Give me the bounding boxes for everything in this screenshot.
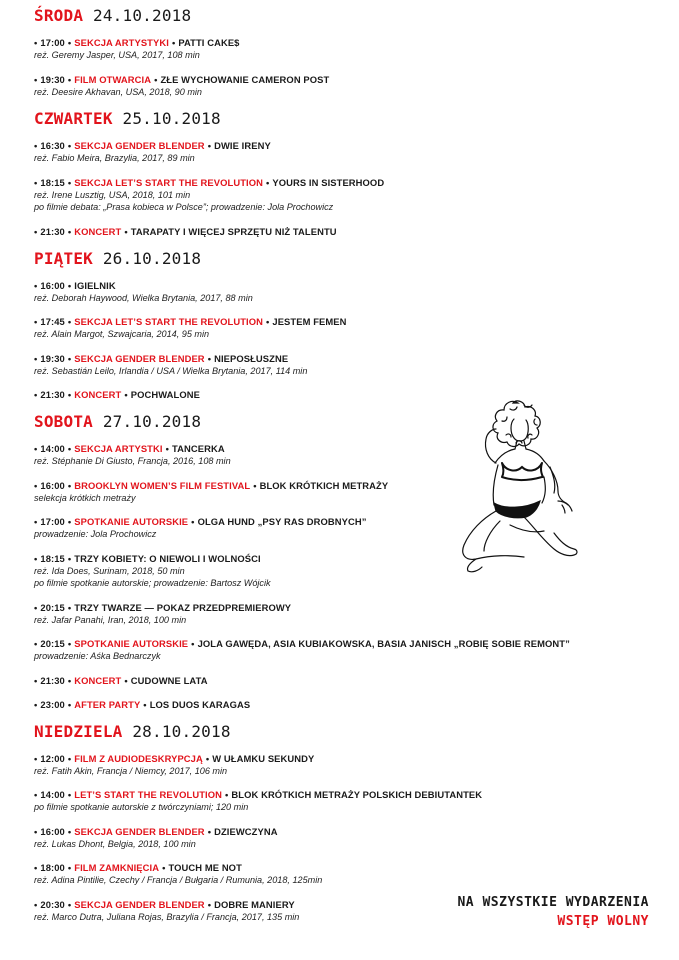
event-title: TOUCH ME NOT <box>168 862 242 873</box>
event-details: prowadzenie: Aśka Bednarczyk <box>34 651 161 661</box>
event-category: FILM Z AUDIODESKRYPCJĄ <box>74 752 203 764</box>
event-time: 12:00 <box>40 752 65 764</box>
bullet: • <box>207 352 212 364</box>
bullet: • <box>207 140 212 151</box>
event-category: SEKCJA ARTYSTKI <box>74 443 163 454</box>
footer-line-1: NA WSZYSTKIE WYDARZENIA <box>457 895 649 910</box>
event-details: prowadzenie: Jola Prochowicz <box>34 529 157 539</box>
bullet: • <box>34 638 38 649</box>
bullet: • <box>34 225 38 237</box>
event-title: NIEPOSŁUSZNE <box>214 352 289 364</box>
event-title: ZŁE WYCHOWANIE CAMERON POST <box>160 73 330 85</box>
event-item <box>34 825 634 851</box>
day-section <box>34 249 634 402</box>
event-category: FILM ZAMKNIĘCIA <box>74 862 160 873</box>
bullet: • <box>34 140 38 151</box>
bullet: • <box>34 698 38 710</box>
event-time: 20:15 <box>40 638 65 649</box>
day-name: CZWARTEK <box>34 109 113 128</box>
event-title: TANCERKA <box>171 443 225 454</box>
bullet: • <box>34 279 38 291</box>
bullet: • <box>67 225 72 237</box>
event-category: SEKCJA LET’S START THE REVOLUTION <box>74 176 263 188</box>
event-title: W UŁAMKU SEKUNDY <box>212 752 315 764</box>
event-title: CUDOWNE LATA <box>130 674 208 686</box>
bullet: • <box>67 279 72 291</box>
bullet: • <box>67 674 72 686</box>
bullet: • <box>124 225 128 237</box>
event-category: SEKCJA GENDER BLENDER <box>74 825 205 837</box>
bullet: • <box>34 316 38 327</box>
event-headline <box>34 352 634 365</box>
event-title: PATTI CAKE$ <box>178 37 240 48</box>
event-category: SEKCJA ARTYSTYKI <box>74 37 169 48</box>
event-category: KONCERT <box>74 674 122 686</box>
day-header <box>34 722 634 742</box>
event-headline <box>34 36 634 49</box>
bullet: • <box>34 389 38 400</box>
event-headline <box>34 861 634 874</box>
event-time: 14:00 <box>40 789 65 800</box>
event-details: reż. Adina Pintilie, Czechy / Francja / Bułgaria / Rumunia, 2018, 125min <box>34 875 323 885</box>
bullet: • <box>253 479 257 491</box>
bullet: • <box>207 825 212 837</box>
event-time: 16:00 <box>40 479 65 491</box>
bullet: • <box>67 73 72 85</box>
bullet: • <box>162 862 166 873</box>
bullet: • <box>34 352 38 364</box>
day-name: NIEDZIELA <box>34 721 123 741</box>
event-item <box>34 225 634 238</box>
event-title: YOURS IN SISTERHOOD <box>272 176 385 188</box>
bullet: • <box>67 552 72 564</box>
event-item <box>34 861 634 887</box>
event-item <box>34 36 634 62</box>
bullet: • <box>34 73 38 85</box>
bullet: • <box>67 898 72 910</box>
event-time: 18:15 <box>40 176 65 188</box>
event-title: BLOK KRÓTKICH METRAŻY <box>259 479 389 491</box>
event-details: po filmie debata: „Prasa kobieca w Polsce”; prowadzenie: Jola Prochowicz <box>34 202 334 212</box>
bullet: • <box>191 516 195 527</box>
event-title: JESTEM FEMEN <box>272 316 347 327</box>
event-category: SEKCJA GENDER BLENDER <box>74 140 205 151</box>
bullet: • <box>266 316 270 327</box>
bullet: • <box>67 516 72 527</box>
event-title: DOBRE MANIERY <box>214 898 295 910</box>
bullet: • <box>67 638 72 649</box>
event-details: selekcja krótkich metraży <box>34 492 136 503</box>
event-time: 19:30 <box>40 73 65 85</box>
bullet: • <box>124 389 128 400</box>
event-title: OLGA HUND „PSY RAS DROBNYCH” <box>197 516 367 527</box>
event-category: LET’S START THE REVOLUTION <box>74 789 223 800</box>
event-category: SEKCJA GENDER BLENDER <box>74 898 205 910</box>
event-details: po filmie spotkanie autorskie z twórczyniami; 120 min <box>34 802 249 812</box>
bullet: • <box>225 789 229 800</box>
day-date: 24.10.2018 <box>93 6 192 25</box>
event-headline <box>34 139 634 152</box>
event-time: 17:45 <box>40 316 65 327</box>
event-category: SEKCJA LET’S START THE REVOLUTION <box>74 316 263 327</box>
event-time: 21:30 <box>40 389 65 400</box>
event-category: SEKCJA GENDER BLENDER <box>74 352 205 364</box>
event-title: DZIEWCZYNA <box>214 825 278 837</box>
event-time: 21:30 <box>40 225 65 237</box>
event-title: LOS DUOS KARAGAS <box>149 698 251 710</box>
day-header <box>34 6 634 26</box>
bullet: • <box>124 674 128 686</box>
bullet: • <box>34 37 38 48</box>
bullet: • <box>143 698 147 710</box>
event-headline <box>34 674 634 687</box>
event-details: reż. Deesire Akhavan, USA, 2018, 90 min <box>34 86 202 97</box>
event-title: DWIE IRENY <box>214 140 271 151</box>
event-category: FILM OTWARCIA <box>74 73 152 85</box>
event-headline <box>34 825 634 838</box>
bullet: • <box>34 862 38 873</box>
bullet: • <box>34 176 38 188</box>
bullet: • <box>205 752 210 764</box>
event-time: 14:00 <box>40 443 65 454</box>
event-details: reż. Deborah Haywood, Wielka Brytania, 2017, 88 min <box>34 292 253 303</box>
event-item <box>34 788 634 814</box>
event-category: KONCERT <box>74 389 122 400</box>
event-time: 23:00 <box>40 698 65 710</box>
event-details: reż. Fatih Akin, Francja / Niemcy, 2017, 106 min <box>34 765 228 776</box>
event-time: 19:30 <box>40 352 65 364</box>
bullet: • <box>34 898 38 910</box>
day-header <box>34 249 634 269</box>
event-headline <box>34 225 634 238</box>
bullet: • <box>67 862 72 873</box>
event-time: 20:30 <box>40 898 65 910</box>
day-date: 28.10.2018 <box>132 721 231 741</box>
event-item <box>34 752 634 778</box>
event-headline <box>34 176 634 189</box>
bullet: • <box>34 825 38 837</box>
footer-line-2: WSTĘP WOLNY <box>557 914 649 929</box>
event-item <box>34 352 634 378</box>
event-title: TRZY TWARZE — POKAZ PRZEDPREMIEROWY <box>74 601 292 613</box>
event-details: reż. Sebastián Leilo, Irlandia / USA / Wielka Brytania, 2017, 114 min <box>34 365 308 376</box>
bullet: • <box>34 552 38 564</box>
bullet: • <box>67 443 72 454</box>
event-category: SPOTKANIE AUTORSKIE <box>74 638 189 649</box>
event-item <box>34 279 634 305</box>
event-headline <box>34 315 634 328</box>
bullet: • <box>165 443 169 454</box>
bullet: • <box>67 352 72 364</box>
bullet: • <box>34 443 38 454</box>
day-name: ŚRODA <box>34 6 84 25</box>
event-details: reż. Irene Lusztig, USA, 2018, 101 min <box>34 189 191 200</box>
day-name: SOBOTA <box>34 412 93 431</box>
event-item <box>34 601 634 627</box>
bullet: • <box>34 752 38 764</box>
event-item <box>34 139 634 165</box>
day-date: 27.10.2018 <box>102 412 202 431</box>
event-time: 16:30 <box>40 140 65 151</box>
event-headline <box>34 698 634 711</box>
event-details: po filmie spotkanie autorskie; prowadzenie: Bartosz Wójcik <box>34 578 271 588</box>
event-title: POCHWALONE <box>130 389 200 400</box>
bullet: • <box>67 140 72 151</box>
event-item <box>34 315 634 341</box>
event-item <box>34 73 634 99</box>
event-details: reż. Alain Margot, Szwajcaria, 2014, 95 min <box>34 329 210 339</box>
event-details: reż. Lukas Dhont, Belgia, 2018, 100 min <box>34 838 196 849</box>
event-category: AFTER PARTY <box>74 698 141 710</box>
bullet: • <box>191 638 195 649</box>
day-date: 26.10.2018 <box>102 248 202 268</box>
bullet: • <box>67 789 72 800</box>
day-header <box>34 109 634 129</box>
bullet: • <box>34 516 38 527</box>
bullet: • <box>67 698 72 710</box>
event-item <box>34 674 634 687</box>
bullet: • <box>67 389 72 400</box>
event-details: reż. Stéphanie Di Giusto, Francja, 2016, 108 min <box>34 456 231 466</box>
bullet: • <box>34 674 38 686</box>
event-details: reż. Jafar Panahi, Iran, 2018, 100 min <box>34 614 187 625</box>
event-category: BROOKLYN WOMEN’S FILM FESTIVAL <box>74 479 251 491</box>
bullet: • <box>154 73 158 85</box>
event-time: 17:00 <box>40 516 65 527</box>
event-details: reż. Marco Dutra, Juliana Rojas, Brazylia / Francja, 2017, 135 min <box>34 911 300 922</box>
event-item <box>34 176 634 214</box>
bullet: • <box>207 898 212 910</box>
event-time: 16:00 <box>40 825 65 837</box>
event-title: JOLA GAWĘDA, ASIA KUBIAKOWSKA, BASIA JANISCH „ROBIĘ SOBIE REMONT” <box>197 638 570 649</box>
event-title: TARAPATY I WIĘCEJ SPRZĘTU NIŻ TALENTU <box>130 225 337 237</box>
bullet: • <box>67 752 72 764</box>
event-details: reż. Geremy Jasper, USA, 2017, 108 min <box>34 50 200 60</box>
event-headline <box>34 279 634 292</box>
bullet: • <box>171 37 176 48</box>
event-time: 18:15 <box>40 552 65 564</box>
event-time: 20:15 <box>40 601 65 613</box>
event-category: SPOTKANIE AUTORSKIE <box>74 516 189 527</box>
event-time: 18:00 <box>40 862 65 873</box>
event-details: reż. Ida Does, Surinam, 2018, 50 min <box>34 565 185 576</box>
event-time: 16:00 <box>40 279 65 291</box>
bullet: • <box>67 825 72 837</box>
event-headline <box>34 637 634 650</box>
bullet: • <box>67 316 72 327</box>
event-details: reż. Fabio Meira, Brazylia, 2017, 89 min <box>34 153 195 163</box>
bullet: • <box>266 176 270 188</box>
footer-note <box>457 893 649 931</box>
event-time: 21:30 <box>40 674 65 686</box>
event-headline <box>34 601 634 614</box>
event-title: IGIELNIK <box>74 279 116 291</box>
bullet: • <box>34 789 38 800</box>
day-name: PIĄTEK <box>34 248 93 268</box>
event-item <box>34 698 634 711</box>
event-headline <box>34 752 634 765</box>
bullet: • <box>34 601 38 613</box>
event-headline <box>34 73 634 86</box>
day-date: 25.10.2018 <box>122 109 221 128</box>
day-section <box>34 6 634 98</box>
event-item <box>34 637 634 663</box>
event-category: KONCERT <box>74 225 122 237</box>
bullet: • <box>34 479 38 491</box>
event-title: TRZY KOBIETY: O NIEWOLI I WOLNOŚCI <box>74 552 261 564</box>
bullet: • <box>67 479 72 491</box>
event-headline <box>34 788 634 801</box>
event-title: BLOK KRÓTKICH METRAŻY POLSKICH DEBIUTANTEK <box>231 789 483 800</box>
bullet: • <box>67 601 72 613</box>
bullet: • <box>67 37 72 48</box>
woman-illustration <box>440 385 600 580</box>
day-section <box>34 109 634 238</box>
event-time: 17:00 <box>40 37 65 48</box>
bullet: • <box>67 176 72 188</box>
